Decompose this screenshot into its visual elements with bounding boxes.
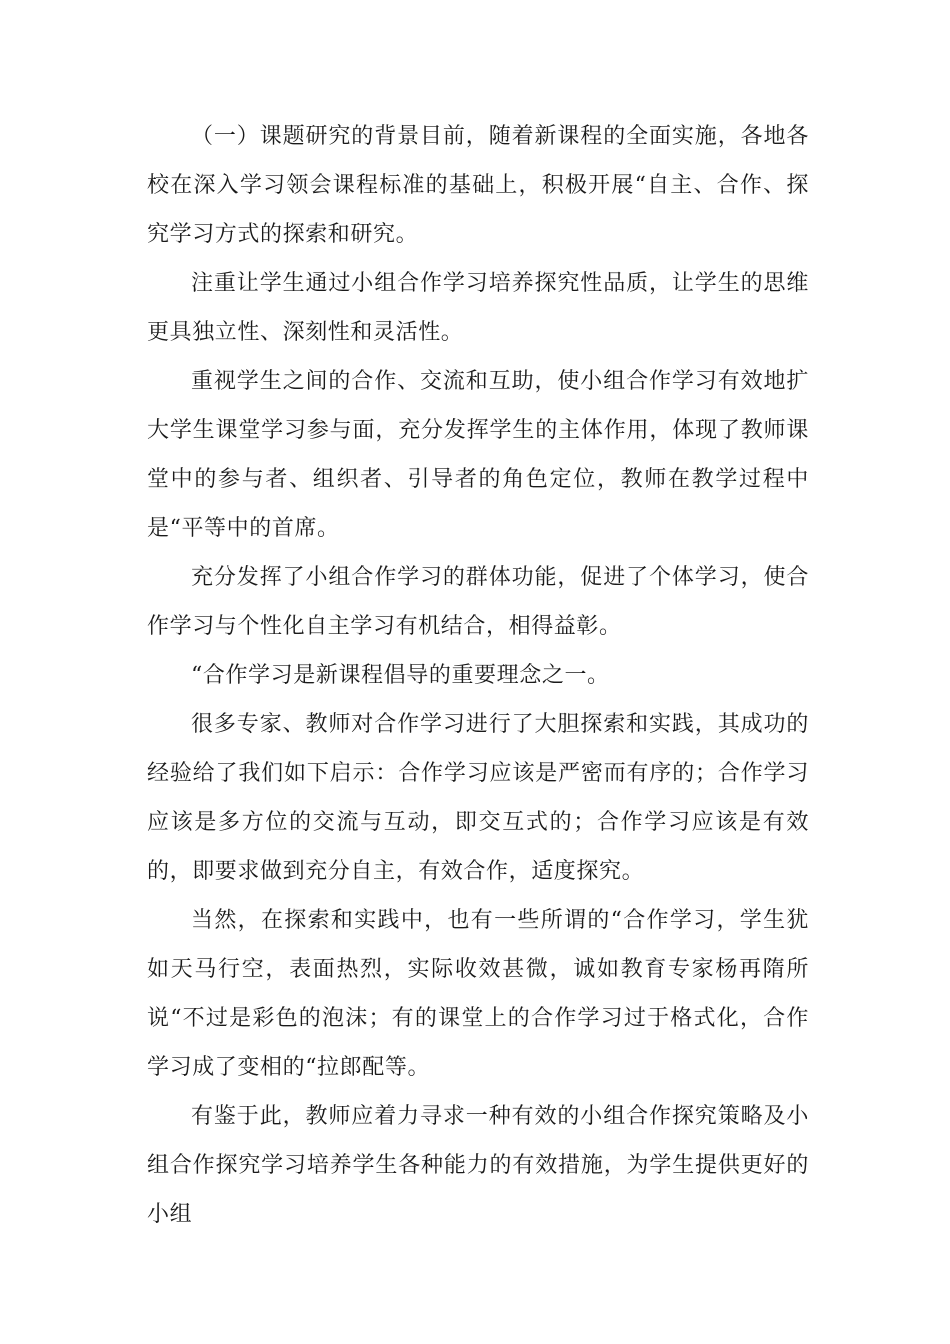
paragraph-3: 重视学生之间的合作、交流和互助，使小组合作学习有效地扩大学生课堂学习参与面，充分发挥学生的主体作用，体现了教师课堂中的参与者、组织者、引导者的角色定位，教师在教学过程中是“平等中的首席。 <box>147 369 809 541</box>
document-body <box>147 112 809 1239</box>
paragraph-2: 注重让学生通过小组合作学习培养探究性品质，让学生的思维更具独立性、深刻性和灵活性。 <box>147 271 809 345</box>
paragraph-5: “合作学习是新课程倡导的重要理念之一。 <box>191 663 610 688</box>
paragraph-7: 当然，在探索和实践中，也有一些所谓的“合作学习，学生犹如天马行空，表面热烈，实际收效甚微，诚如教育专家杨再隋所说“不过是彩色的泡沫；有的课堂上的合作学习过于格式化，合作学习成了变相的“拉郎配等。 <box>147 908 809 1080</box>
paragraph-1: （一）课题研究的背景目前，随着新课程的全面实施，各地各校在深入学习领会课程标准的基础上，积极开展“自主、合作、探究学习方式的探索和研究。 <box>147 124 809 247</box>
paragraph-6: 很多专家、教师对合作学习进行了大胆探索和实践，其成功的经验给了我们如下启示：合作学习应该是严密而有序的；合作学习应该是多方位的交流与互动，即交互式的；合作学习应该是有效的，即要求做到充分自主，有效合作，适度探究。 <box>147 712 809 884</box>
paragraph-4: 充分发挥了小组合作学习的群体功能，促进了个体学习，使合作学习与个性化自主学习有机结合，相得益彰。 <box>147 565 809 639</box>
paragraph-8: 有鉴于此，教师应着力寻求一种有效的小组合作探究策略及小组合作探究学习培养学生各种能力的有效措施，为学生提供更好的小组 <box>147 1104 809 1227</box>
